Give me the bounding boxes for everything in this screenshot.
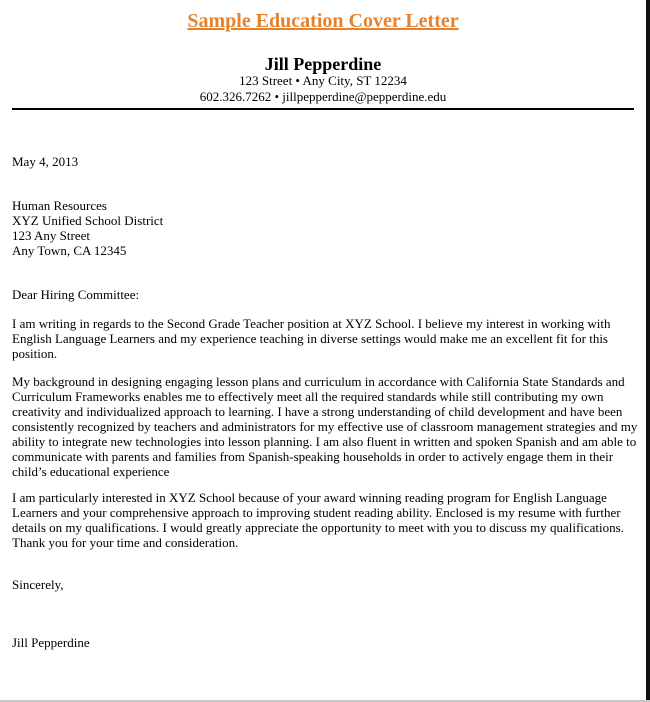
letterhead-contact: 602.326.7262 • jillpepperdine@pepperdine.edu <box>199 89 447 104</box>
body-paragraph-3 <box>12 490 624 550</box>
paragraph-line: My background in designing engaging lesson plans and curriculum in accordance with California State Standards and <box>12 374 625 389</box>
paragraph-line: communicate with parents and families from Spanish-speaking households in order to actively engage them in their <box>12 449 614 464</box>
body-paragraph-2 <box>12 374 638 479</box>
document-title: Sample Education Cover Letter <box>187 10 459 32</box>
paragraph-line: English Language Learners and my experience teaching in diverse settings would make me an excellent fit for this <box>12 331 608 346</box>
recipient-line: Human Resources <box>12 198 107 213</box>
paragraph-line: consistently recognized by teachers and administrators for my effective use of classroom management strategies and my <box>12 419 638 434</box>
paragraph-line: I am writing in regards to the Second Grade Teacher position at XYZ School. I believe my interest in working with <box>12 316 611 331</box>
letterhead-divider <box>12 108 634 110</box>
page-border-right <box>646 0 650 702</box>
salutation: Dear Hiring Committee: <box>12 287 140 302</box>
paragraph-line: Learners and your comprehensive approach to improving student reading ability. Enclosed is my resume with further <box>12 505 621 520</box>
paragraph-line: I am particularly interested in XYZ School because of your award winning reading program for English Language <box>12 490 607 505</box>
closing: Sincerely, <box>12 577 64 592</box>
paragraph-line: Thank you for your time and consideration. <box>12 535 239 550</box>
recipient-line: 123 Any Street <box>12 228 90 243</box>
paragraph-line: child’s educational experience <box>12 464 170 479</box>
letterhead-name: Jill Pepperdine <box>264 54 382 74</box>
recipient-line: XYZ Unified School District <box>12 213 164 228</box>
paragraph-line: details on my qualifications. I would greatly appreciate the opportunity to meet with you to discuss my qualifications. <box>12 520 624 535</box>
paragraph-line: Curriculum Frameworks enables me to effectively meet all the required standards while still contributing my own <box>12 389 604 404</box>
signature-name: Jill Pepperdine <box>12 635 90 650</box>
letterhead-address: 123 Street • Any City, ST 12234 <box>239 73 407 88</box>
paragraph-line: position. <box>12 346 58 361</box>
paragraph-line: ability to integrate new technologies into lesson planning. I am also fluent in written and spoken Spanish and am able to <box>12 434 637 449</box>
paragraph-line: creativity and individualized approach to learning. I have a strong understanding of child development and have been <box>12 404 623 419</box>
recipient-line: Any Town, CA 12345 <box>12 243 127 258</box>
body-paragraph-1 <box>12 316 618 361</box>
letter-date: May 4, 2013 <box>12 154 79 169</box>
